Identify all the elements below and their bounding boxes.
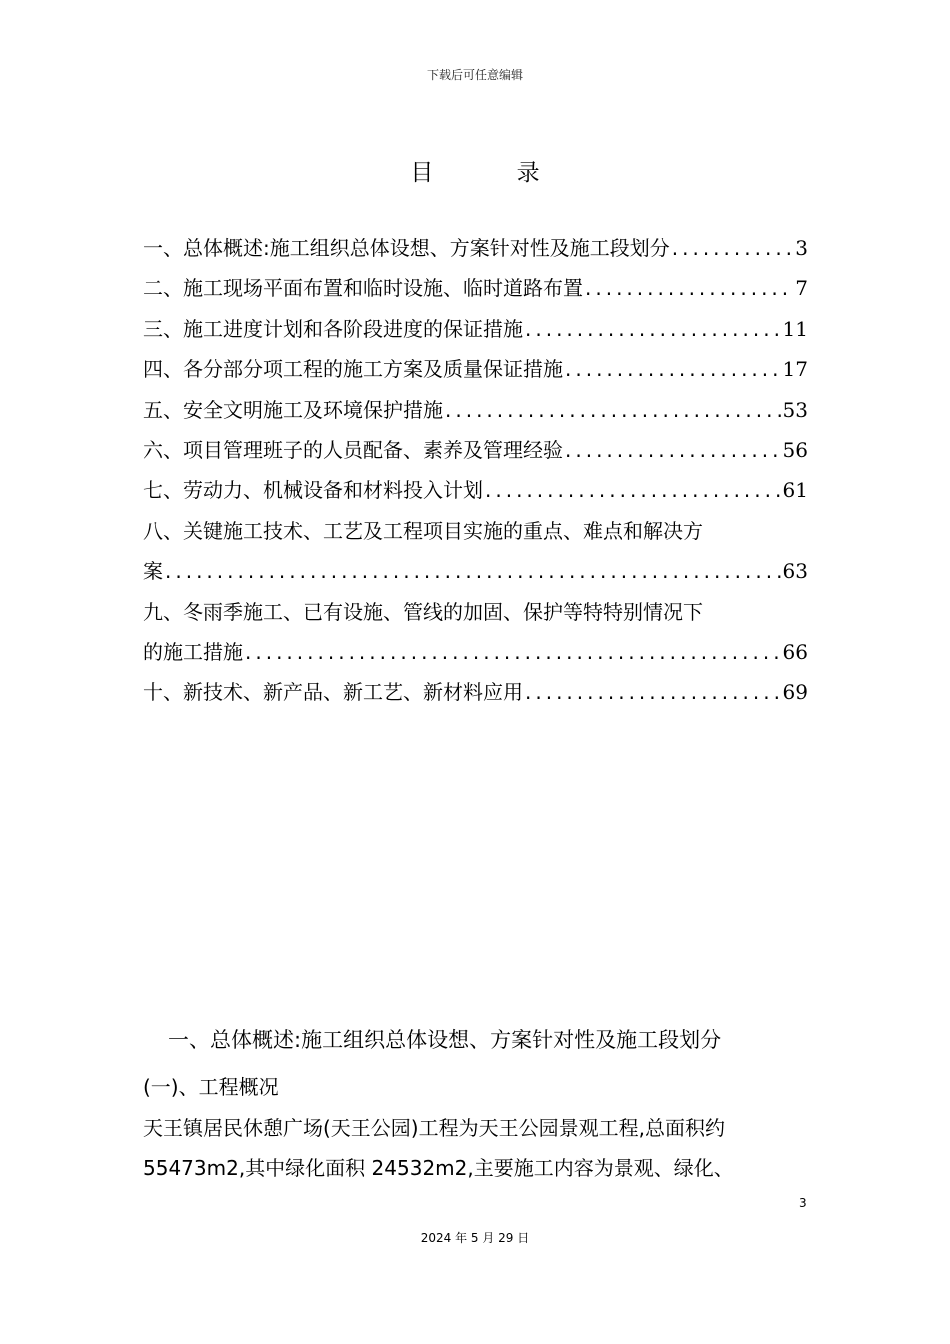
section-subheading: (一)、工程概况 <box>143 1075 279 1099</box>
toc-entry-label: 五、安全文明施工及环境保护措施 <box>143 397 443 422</box>
toc-entry-label: 十、新技术、新产品、新工艺、新材料应用 <box>143 680 523 705</box>
toc-entry[interactable] <box>143 511 808 592</box>
toc-entry-label: 的施工措施 <box>143 640 243 665</box>
page-number: 3 <box>799 1196 807 1210</box>
toc-entry-page: 53 <box>782 397 808 422</box>
toc-entry-page: 3 <box>795 236 808 260</box>
toc-entry-page: 56 <box>782 438 808 463</box>
toc-entry-label-line1: 九、冬雨季施工、已有设施、管线的加固、保护等特特别情况下 <box>143 599 703 624</box>
toc-entry-page: 63 <box>782 559 808 584</box>
toc-entry-label: 三、施工进度计划和各阶段进度的保证措施 <box>143 316 523 341</box>
toc-entry[interactable] <box>143 268 808 308</box>
toc-entry[interactable] <box>143 309 808 349</box>
toc-leader-dots <box>672 228 794 268</box>
section-heading: 一、总体概述:施工组织总体设想、方案针对性及施工段划分 <box>168 1028 722 1052</box>
toc-entry-label: 七、劳动力、机械设备和材料投入计划 <box>143 478 483 503</box>
toc-entry[interactable] <box>143 592 808 673</box>
toc-entry-page: 17 <box>782 357 808 382</box>
toc-entry-label: 一、总体概述:施工组织总体设想、方案针对性及施工段划分 <box>143 236 670 260</box>
toc-leader-dots <box>525 672 781 712</box>
toc-leader-dots <box>485 470 781 510</box>
toc-entry-page: 7 <box>795 276 808 301</box>
body-paragraph: 天王镇居民休憩广场(天王公园)工程为天王公园景观工程,总面积约 55473m2,其中绿化面积 24532m2,主要施工内容为景观、绿化、 <box>143 1116 734 1180</box>
footer-date: 2024 年 5 月 29 日 <box>420 1231 530 1245</box>
toc-title: 目 录 <box>410 160 578 186</box>
toc-entry[interactable] <box>143 470 808 510</box>
toc-entry[interactable] <box>143 228 808 268</box>
toc-leader-dots <box>165 551 781 591</box>
toc-entry-label: 案 <box>143 559 163 584</box>
toc-entry-label: 二、施工现场平面布置和临时设施、临时道路布置 <box>143 276 583 301</box>
toc-entry-page: 66 <box>782 640 808 665</box>
toc-leader-dots <box>565 430 781 470</box>
toc-entry[interactable] <box>143 430 808 470</box>
toc-leader-dots <box>565 349 781 389</box>
toc-leader-dots <box>445 390 781 430</box>
toc-entry[interactable] <box>143 349 808 389</box>
toc-entry-page: 11 <box>782 316 808 341</box>
toc-leader-dots <box>525 309 781 349</box>
header-note: 下载后可任意编辑 <box>426 68 523 82</box>
toc-entry-label: 四、各分部分项工程的施工方案及质量保证措施 <box>143 357 563 382</box>
toc-entry[interactable] <box>143 672 808 712</box>
toc-leader-dots <box>585 268 793 308</box>
table-of-contents <box>143 228 808 713</box>
toc-entry-label: 六、项目管理班子的人员配备、素养及管理经验 <box>143 438 563 463</box>
toc-leader-dots <box>245 632 781 672</box>
toc-entry-page: 69 <box>782 680 808 705</box>
toc-entry-label-line1: 八、关键施工技术、工艺及工程项目实施的重点、难点和解决方 <box>143 518 703 543</box>
toc-entry-page: 61 <box>782 478 808 503</box>
toc-entry[interactable] <box>143 390 808 430</box>
